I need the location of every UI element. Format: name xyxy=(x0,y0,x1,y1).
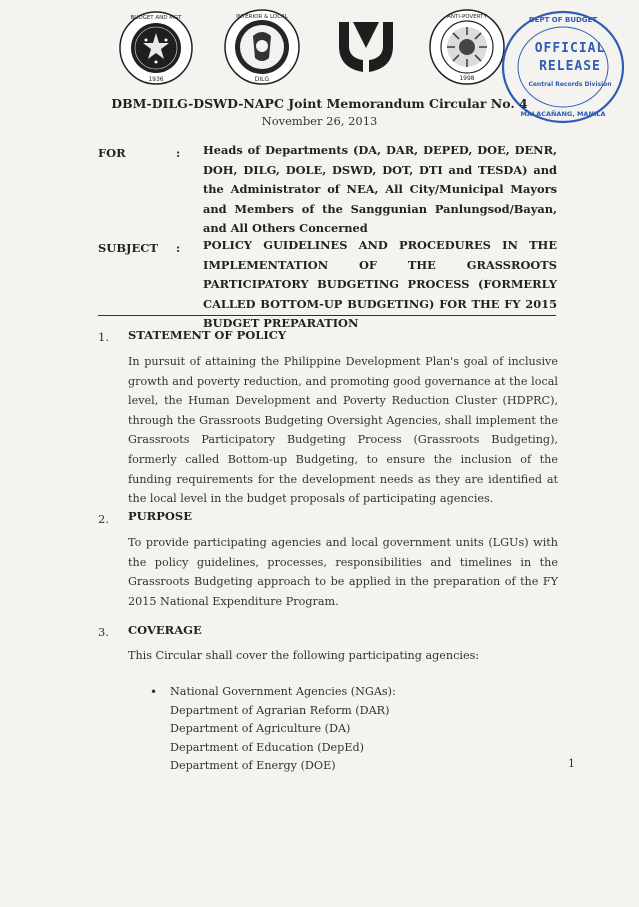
section-3-number: 3. xyxy=(98,625,109,639)
stamp-official: OFFICIAL xyxy=(534,41,606,56)
section-1-text: In pursuit of attaining the Philippine Development Plan's goal of inclusive growth and poverty reduction, and promoting good governance at the local level, the Human Development and Poverty Reduction Cluster (HDPRC), through the Grassroots Budgeting Oversight Agencies, shall implement the Grassroots Participatory Budgeting Process (Grassroots Budgeting), formerly called Bottom-up Budgeting, to ensure the inclusion of the funding requirements for the development needs as they are identified at the local level in the budget proposals of participating agencies. xyxy=(128,355,558,506)
dbm-seal xyxy=(118,10,194,86)
for-addressees: Heads of Departments (DA, DAR, DEPED, DOE, DENR, DOH, DILG, DOLE, DSWD, DOT, DTI and TESDA) and the Administrator of NEA, All City/Municipal Mayors and Members of the Sanggunian Panlungsod/Bayan, and All Others Concerned xyxy=(203,143,557,236)
svg-text:BUDGET AND MGT: BUDGET AND MGT xyxy=(130,15,182,21)
svg-text:DEPT OF BUDGET: DEPT OF BUDGET xyxy=(528,16,598,24)
section-2-text: To provide participating agencies and local government units (LGUs) with the policy guidelines, processes, responsibilities and timelines in the Grassroots Budgeting approach to be applied in the preparation of the FY 2015 National Expenditure Program. xyxy=(128,536,558,608)
page-number: 1 xyxy=(568,757,575,770)
section-2-number: 2. xyxy=(98,512,109,526)
dilg-seal-text: DILG xyxy=(254,76,270,83)
napc-seal xyxy=(428,8,506,86)
dswd-logo xyxy=(333,18,399,76)
section-3-text: This Circular shall cover the following participating agencies: xyxy=(128,649,480,662)
list-item: Department of Agrarian Reform (DAR) xyxy=(170,703,390,717)
memo-title: DBM-DILG-DSWD-NAPC Joint Memorandum Circular No. 4 xyxy=(111,96,528,111)
subject-colon: : xyxy=(176,241,181,255)
section-1-number: 1. xyxy=(98,330,109,344)
svg-text:ANTI-POVERTY: ANTI-POVERTY xyxy=(447,14,487,20)
stamp-division: Central Records Division xyxy=(528,81,612,88)
list-item: Department of Agriculture (DA) xyxy=(170,722,351,736)
for-colon: : xyxy=(176,146,181,160)
subject-text: POLICY GUIDELINES AND PROCEDURES IN THE IMPLEMENTATION OF THE GRASSROOTS PARTICIPATORY BUDGETING PROCESS (FORMERLY CALLED BOTTOM-UP BUDGETING) FOR THE FY 2015 BUDGET PREPARATION xyxy=(203,238,557,331)
napc-seal-year: 1998 xyxy=(459,75,475,82)
svg-text:INTERIOR & LOCAL: INTERIOR & LOCAL xyxy=(236,14,288,20)
header-divider xyxy=(98,315,556,316)
dilg-seal xyxy=(223,8,301,86)
subject-label: SUBJECT xyxy=(98,241,158,255)
section-2-title: PURPOSE xyxy=(128,509,192,523)
for-label: FOR xyxy=(98,146,126,160)
section-3-title: COVERAGE xyxy=(128,623,202,637)
list-heading: National Government Agencies (NGAs): xyxy=(170,685,396,698)
memo-date: November 26, 2013 xyxy=(261,114,378,128)
coverage-bullet: • xyxy=(150,685,158,699)
list-item: Department of Education (DepEd) xyxy=(170,740,365,754)
coverage-list xyxy=(170,683,396,776)
stamp-release: RELEASE xyxy=(539,59,601,74)
section-1-title: STATEMENT OF POLICY xyxy=(128,328,287,342)
svg-text:MALACAÑANG, MANILA: MALACAÑANG, MANILA xyxy=(520,110,606,118)
dbm-seal-year: 1936 xyxy=(148,76,164,83)
list-item: Department of Energy (DOE) xyxy=(170,759,336,773)
